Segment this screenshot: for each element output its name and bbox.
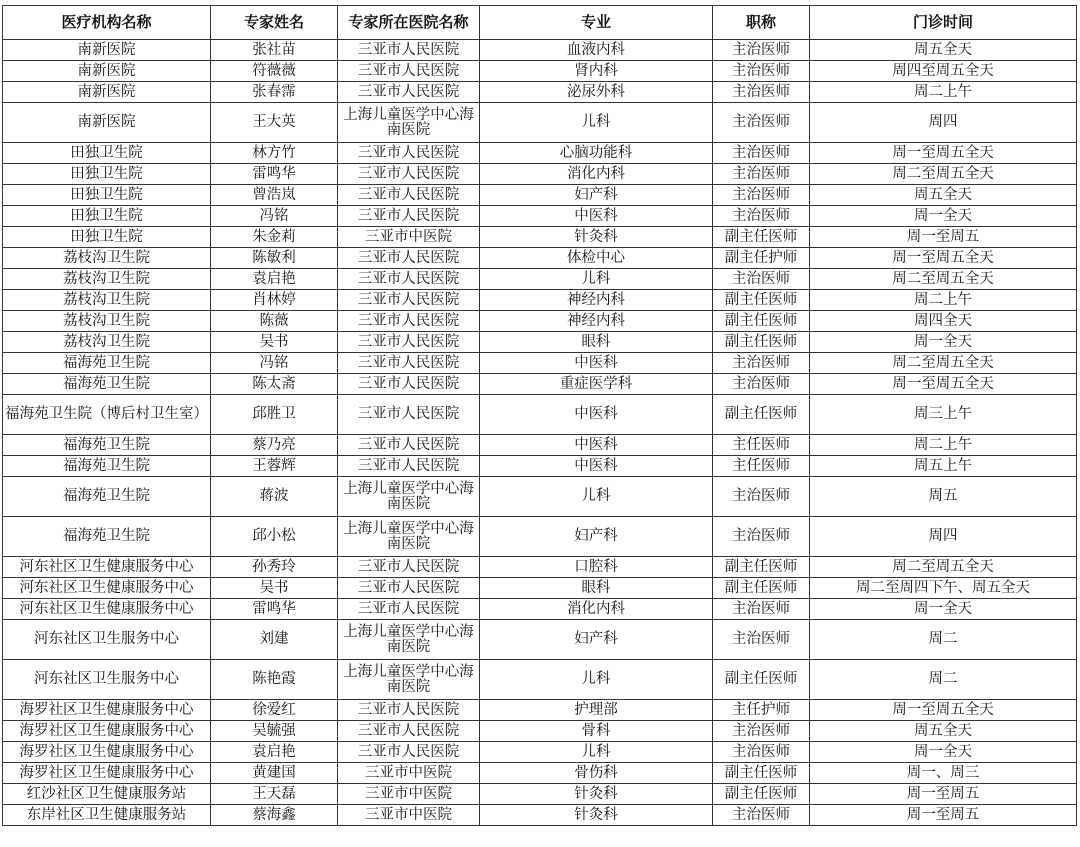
table-row (3, 578, 1077, 599)
cell-specialty: 妇产科 (480, 185, 713, 206)
cell-clinic-time: 周五 (810, 477, 1077, 517)
cell-clinic-time: 周一至周五全天 (810, 700, 1077, 721)
cell-title: 副主任医师 (713, 784, 810, 805)
cell-title: 主治医师 (713, 721, 810, 742)
table-row (3, 599, 1077, 620)
cell-specialty: 体检中心 (480, 248, 713, 269)
cell-title: 副主任医师 (713, 311, 810, 332)
cell-specialty: 针灸科 (480, 227, 713, 248)
cell-expert-name: 孙秀玲 (211, 557, 338, 578)
cell-specialty: 针灸科 (480, 784, 713, 805)
cell-institution: 南新医院 (3, 61, 211, 82)
cell-title: 主治医师 (713, 40, 810, 61)
table-row (3, 311, 1077, 332)
cell-specialty: 护理部 (480, 700, 713, 721)
cell-institution: 河东社区卫生健康服务中心 (3, 578, 211, 599)
cell-expert-hospital: 三亚市人民医院 (338, 353, 480, 374)
cell-expert-hospital: 三亚市人民医院 (338, 164, 480, 185)
cell-title: 主治医师 (713, 805, 810, 826)
cell-institution: 河东社区卫生服务中心 (3, 620, 211, 660)
cell-expert-name: 肖林婷 (211, 290, 338, 311)
cell-expert-name: 王蓉辉 (211, 456, 338, 477)
cell-expert-hospital: 三亚市人民医院 (338, 290, 480, 311)
cell-specialty: 妇产科 (480, 517, 713, 557)
cell-institution: 福海苑卫生院 (3, 456, 211, 477)
cell-expert-name: 蒋波 (211, 477, 338, 517)
cell-specialty: 消化内科 (480, 164, 713, 185)
cell-institution: 南新医院 (3, 40, 211, 61)
cell-expert-hospital: 上海儿童医学中心海南医院 (338, 517, 480, 557)
table-row (3, 185, 1077, 206)
cell-clinic-time: 周五全天 (810, 721, 1077, 742)
cell-clinic-time: 周二 (810, 620, 1077, 660)
cell-institution: 东岸社区卫生健康服务站 (3, 805, 211, 826)
cell-expert-name: 蔡乃亮 (211, 435, 338, 456)
cell-title: 副主任医师 (713, 332, 810, 353)
cell-expert-name: 吴毓强 (211, 721, 338, 742)
cell-clinic-time: 周五全天 (810, 40, 1077, 61)
cell-expert-name: 陈艳霞 (211, 660, 338, 700)
cell-title: 主治医师 (713, 185, 810, 206)
table-row (3, 353, 1077, 374)
cell-clinic-time: 周一、周三 (810, 763, 1077, 784)
cell-expert-name: 陈薇 (211, 311, 338, 332)
table-row (3, 805, 1077, 826)
cell-institution: 荔枝沟卫生院 (3, 269, 211, 290)
cell-expert-name: 王天磊 (211, 784, 338, 805)
cell-specialty: 眼科 (480, 332, 713, 353)
table-row (3, 290, 1077, 311)
cell-title: 副主任医师 (713, 395, 810, 435)
cell-expert-hospital: 三亚市人民医院 (338, 82, 480, 103)
cell-specialty: 针灸科 (480, 805, 713, 826)
cell-institution: 海罗社区卫生健康服务中心 (3, 742, 211, 763)
cell-clinic-time: 周二至周四下午、周五全天 (810, 578, 1077, 599)
cell-expert-hospital: 三亚市人民医院 (338, 374, 480, 395)
cell-expert-hospital: 三亚市人民医院 (338, 40, 480, 61)
cell-institution: 福海苑卫生院 (3, 517, 211, 557)
header-row (3, 6, 1077, 40)
cell-clinic-time: 周五全天 (810, 185, 1077, 206)
cell-institution: 河东社区卫生服务中心 (3, 660, 211, 700)
clinic-schedule-table (2, 5, 1077, 826)
table-row (3, 700, 1077, 721)
cell-title: 主任医师 (713, 456, 810, 477)
cell-expert-hospital: 三亚市人民医院 (338, 332, 480, 353)
table-row (3, 248, 1077, 269)
cell-specialty: 骨伤科 (480, 763, 713, 784)
cell-clinic-time: 周四 (810, 103, 1077, 143)
header-expert-hospital: 专家所在医院名称 (338, 6, 480, 40)
cell-institution: 河东社区卫生健康服务中心 (3, 557, 211, 578)
table-row (3, 456, 1077, 477)
cell-clinic-time: 周四 (810, 517, 1077, 557)
cell-clinic-time: 周三上午 (810, 395, 1077, 435)
cell-specialty: 眼科 (480, 578, 713, 599)
cell-title: 副主任医师 (713, 290, 810, 311)
table-row (3, 269, 1077, 290)
cell-expert-hospital: 三亚市人民医院 (338, 185, 480, 206)
cell-title: 主治医师 (713, 742, 810, 763)
cell-expert-hospital: 上海儿童医学中心海南医院 (338, 103, 480, 143)
table-row (3, 557, 1077, 578)
cell-expert-hospital: 三亚市人民医院 (338, 395, 480, 435)
cell-specialty: 神经内科 (480, 290, 713, 311)
cell-clinic-time: 周二上午 (810, 82, 1077, 103)
cell-specialty: 肾内科 (480, 61, 713, 82)
cell-clinic-time: 周一至周五 (810, 805, 1077, 826)
cell-specialty: 儿科 (480, 660, 713, 700)
cell-expert-name: 冯铭 (211, 206, 338, 227)
cell-clinic-time: 周一全天 (810, 599, 1077, 620)
table-row (3, 763, 1077, 784)
cell-clinic-time: 周一至周五全天 (810, 248, 1077, 269)
cell-title: 主治医师 (713, 477, 810, 517)
cell-expert-hospital: 三亚市人民医院 (338, 143, 480, 164)
cell-expert-name: 吴书 (211, 332, 338, 353)
cell-expert-name: 邱胜卫 (211, 395, 338, 435)
table-row (3, 61, 1077, 82)
cell-expert-name: 王大英 (211, 103, 338, 143)
cell-expert-hospital: 三亚市人民医院 (338, 599, 480, 620)
cell-title: 主治医师 (713, 620, 810, 660)
cell-title: 主任护师 (713, 700, 810, 721)
table-row (3, 721, 1077, 742)
cell-expert-hospital: 三亚市人民医院 (338, 269, 480, 290)
cell-institution: 福海苑卫生院（博后村卫生室） (3, 395, 211, 435)
cell-specialty: 神经内科 (480, 311, 713, 332)
cell-title: 主任医师 (713, 435, 810, 456)
cell-expert-name: 邱小松 (211, 517, 338, 557)
cell-expert-hospital: 三亚市人民医院 (338, 311, 480, 332)
cell-clinic-time: 周二至周五全天 (810, 164, 1077, 185)
cell-expert-name: 张社苗 (211, 40, 338, 61)
cell-specialty: 中医科 (480, 435, 713, 456)
cell-expert-name: 朱金莉 (211, 227, 338, 248)
table-row (3, 103, 1077, 143)
cell-title: 主治医师 (713, 269, 810, 290)
table-row (3, 143, 1077, 164)
cell-expert-name: 雷鸣华 (211, 599, 338, 620)
cell-expert-name: 刘建 (211, 620, 338, 660)
cell-institution: 海罗社区卫生健康服务中心 (3, 763, 211, 784)
cell-clinic-time: 周二上午 (810, 290, 1077, 311)
cell-title: 主治医师 (713, 353, 810, 374)
cell-specialty: 中医科 (480, 353, 713, 374)
cell-title: 主治医师 (713, 164, 810, 185)
cell-expert-name: 蔡海鑫 (211, 805, 338, 826)
table-row (3, 82, 1077, 103)
cell-institution: 田独卫生院 (3, 185, 211, 206)
cell-expert-hospital: 三亚市中医院 (338, 784, 480, 805)
cell-expert-name: 黄建国 (211, 763, 338, 784)
cell-expert-name: 曾浩岚 (211, 185, 338, 206)
cell-specialty: 泌尿外科 (480, 82, 713, 103)
table-row (3, 660, 1077, 700)
cell-institution: 荔枝沟卫生院 (3, 311, 211, 332)
header-clinic-time: 门诊时间 (810, 6, 1077, 40)
cell-institution: 荔枝沟卫生院 (3, 290, 211, 311)
cell-institution: 田独卫生院 (3, 206, 211, 227)
cell-expert-hospital: 三亚市人民医院 (338, 578, 480, 599)
cell-specialty: 血液内科 (480, 40, 713, 61)
cell-institution: 田独卫生院 (3, 143, 211, 164)
cell-clinic-time: 周一全天 (810, 742, 1077, 763)
header-expert-name: 专家姓名 (211, 6, 338, 40)
cell-expert-hospital: 三亚市人民医院 (338, 456, 480, 477)
cell-expert-name: 袁启艳 (211, 742, 338, 763)
cell-expert-hospital: 三亚市人民医院 (338, 61, 480, 82)
cell-institution: 福海苑卫生院 (3, 477, 211, 517)
cell-expert-name: 陈敏利 (211, 248, 338, 269)
cell-clinic-time: 周二至周五全天 (810, 269, 1077, 290)
cell-institution: 南新医院 (3, 103, 211, 143)
cell-institution: 海罗社区卫生健康服务中心 (3, 700, 211, 721)
table-row (3, 374, 1077, 395)
cell-expert-name: 袁启艳 (211, 269, 338, 290)
cell-expert-hospital: 三亚市中医院 (338, 227, 480, 248)
cell-expert-name: 吴书 (211, 578, 338, 599)
cell-expert-name: 徐爱红 (211, 700, 338, 721)
cell-expert-hospital: 三亚市中医院 (338, 763, 480, 784)
table-row (3, 477, 1077, 517)
cell-title: 主治医师 (713, 599, 810, 620)
cell-expert-hospital: 三亚市人民医院 (338, 435, 480, 456)
cell-expert-hospital: 三亚市人民医院 (338, 206, 480, 227)
cell-clinic-time: 周一全天 (810, 332, 1077, 353)
cell-specialty: 心脑功能科 (480, 143, 713, 164)
cell-title: 主治医师 (713, 206, 810, 227)
cell-expert-name: 陈太斋 (211, 374, 338, 395)
table-row (3, 620, 1077, 660)
cell-clinic-time: 周五上午 (810, 456, 1077, 477)
table-row (3, 395, 1077, 435)
cell-clinic-time: 周二上午 (810, 435, 1077, 456)
cell-specialty: 中医科 (480, 395, 713, 435)
cell-clinic-time: 周一全天 (810, 206, 1077, 227)
cell-specialty: 儿科 (480, 269, 713, 290)
cell-expert-hospital: 三亚市人民医院 (338, 742, 480, 763)
cell-institution: 福海苑卫生院 (3, 374, 211, 395)
cell-title: 主治医师 (713, 517, 810, 557)
cell-expert-name: 冯铭 (211, 353, 338, 374)
cell-expert-name: 林方竹 (211, 143, 338, 164)
cell-clinic-time: 周二 (810, 660, 1077, 700)
cell-institution: 荔枝沟卫生院 (3, 332, 211, 353)
cell-expert-name: 张春霈 (211, 82, 338, 103)
cell-clinic-time: 周一至周五全天 (810, 143, 1077, 164)
cell-title: 副主任护师 (713, 248, 810, 269)
cell-title: 主治医师 (713, 61, 810, 82)
cell-expert-hospital: 三亚市人民医院 (338, 700, 480, 721)
cell-institution: 海罗社区卫生健康服务中心 (3, 721, 211, 742)
table-row (3, 332, 1077, 353)
cell-expert-hospital: 三亚市中医院 (338, 805, 480, 826)
cell-clinic-time: 周一至周五全天 (810, 374, 1077, 395)
header-institution: 医疗机构名称 (3, 6, 211, 40)
cell-institution: 福海苑卫生院 (3, 435, 211, 456)
cell-clinic-time: 周二至周五全天 (810, 557, 1077, 578)
table-row (3, 206, 1077, 227)
cell-expert-hospital: 三亚市人民医院 (338, 248, 480, 269)
header-title: 职称 (713, 6, 810, 40)
cell-title: 主治医师 (713, 82, 810, 103)
cell-title: 主治医师 (713, 143, 810, 164)
cell-specialty: 重症医学科 (480, 374, 713, 395)
table-row (3, 164, 1077, 185)
table-row (3, 227, 1077, 248)
cell-specialty: 儿科 (480, 477, 713, 517)
cell-expert-name: 雷鸣华 (211, 164, 338, 185)
cell-title: 副主任医师 (713, 660, 810, 700)
cell-expert-hospital: 三亚市人民医院 (338, 557, 480, 578)
cell-clinic-time: 周一至周五 (810, 227, 1077, 248)
table-row (3, 435, 1077, 456)
cell-expert-hospital: 上海儿童医学中心海南医院 (338, 660, 480, 700)
cell-institution: 南新医院 (3, 82, 211, 103)
cell-title: 主治医师 (713, 103, 810, 143)
cell-specialty: 中医科 (480, 456, 713, 477)
cell-clinic-time: 周四全天 (810, 311, 1077, 332)
table-row (3, 40, 1077, 61)
cell-title: 副主任医师 (713, 763, 810, 784)
cell-specialty: 消化内科 (480, 599, 713, 620)
cell-institution: 荔枝沟卫生院 (3, 248, 211, 269)
cell-specialty: 口腔科 (480, 557, 713, 578)
cell-specialty: 骨科 (480, 721, 713, 742)
cell-clinic-time: 周四至周五全天 (810, 61, 1077, 82)
cell-title: 副主任医师 (713, 557, 810, 578)
cell-title: 主治医师 (713, 374, 810, 395)
cell-expert-name: 符薇薇 (211, 61, 338, 82)
cell-institution: 田独卫生院 (3, 164, 211, 185)
cell-expert-hospital: 上海儿童医学中心海南医院 (338, 620, 480, 660)
table-row (3, 517, 1077, 557)
cell-institution: 红沙社区卫生健康服务站 (3, 784, 211, 805)
header-specialty: 专业 (480, 6, 713, 40)
cell-institution: 田独卫生院 (3, 227, 211, 248)
cell-specialty: 妇产科 (480, 620, 713, 660)
cell-specialty: 儿科 (480, 742, 713, 763)
cell-expert-hospital: 上海儿童医学中心海南医院 (338, 477, 480, 517)
cell-title: 副主任医师 (713, 227, 810, 248)
cell-specialty: 中医科 (480, 206, 713, 227)
cell-clinic-time: 周一至周五 (810, 784, 1077, 805)
table-row (3, 784, 1077, 805)
cell-institution: 福海苑卫生院 (3, 353, 211, 374)
cell-specialty: 儿科 (480, 103, 713, 143)
cell-title: 副主任医师 (713, 578, 810, 599)
cell-expert-hospital: 三亚市人民医院 (338, 721, 480, 742)
cell-clinic-time: 周二至周五全天 (810, 353, 1077, 374)
cell-institution: 河东社区卫生健康服务中心 (3, 599, 211, 620)
table-row (3, 742, 1077, 763)
